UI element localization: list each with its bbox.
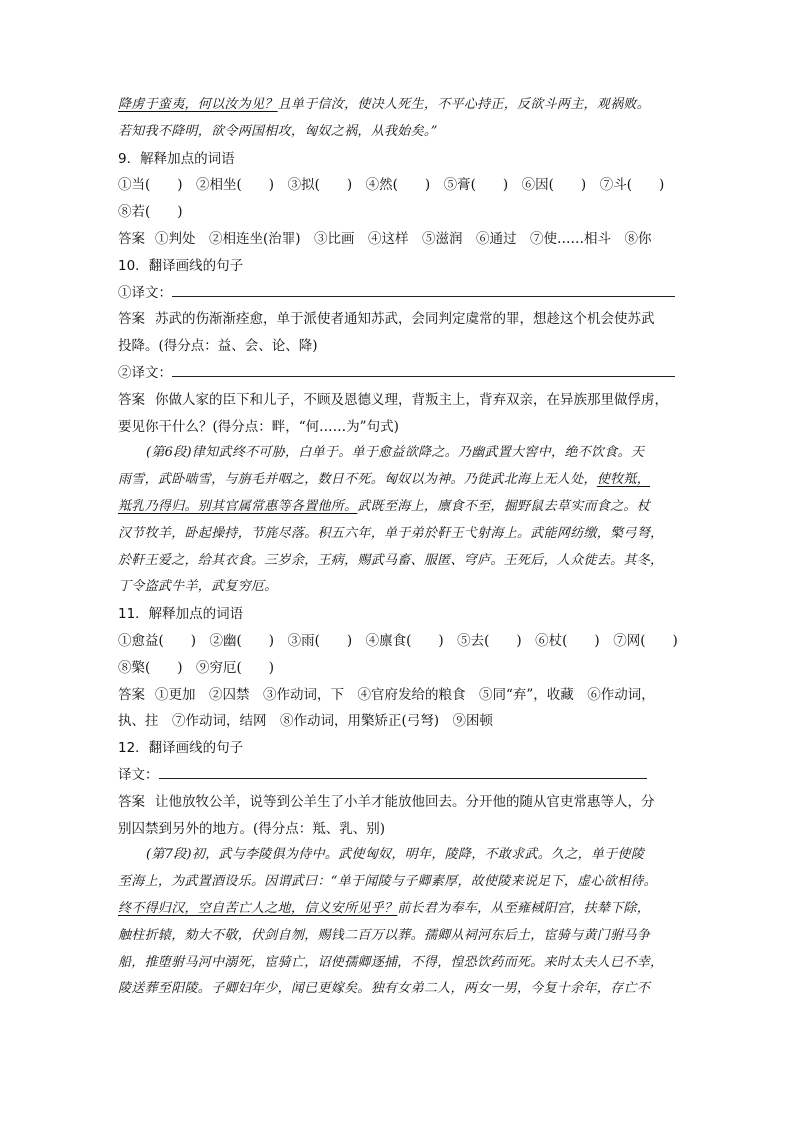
passage-6-line-2: 雨雪，武卧啮雪，与旃毛并咽之，数日不死。匈奴以为神。乃徙武北海上无人处，使牧羝，	[118, 472, 651, 488]
question-11-answer-line-2: 执、拄 ⑦作动词，结网 ⑧作动词，用檠矫正(弓弩) ⑨困顿	[118, 713, 494, 730]
question-12-answer-line-2: 别囚禁到另外的地方。(得分点：羝、乳、别)	[118, 820, 386, 837]
passage-6-line-4: 汉节牧羊，卧起操持，节旄尽落。积五六年，单于弟於靬王弋射海上。武能网纺缴，檠弓弩，	[118, 525, 664, 541]
passage-top-line-2: 若知我不降明，欲令两国相攻，匈奴之祸，从我始矣。”	[118, 123, 438, 139]
passage-7-line-4: 触柱折辕，劾大不敬，伏剑自刎，赐钱二百万以葬。孺卿从祠河东后土，宦骑与黄门驸马争	[118, 927, 651, 943]
question-9-title: 9．解释加点的词语	[118, 150, 235, 167]
question-10-title: 10．翻译画线的句子	[118, 257, 244, 274]
document-page	[118, 92, 678, 1003]
underlined-sentence: 降虏于蛮夷，何以汝为见？	[118, 97, 278, 112]
answer-label: 答案	[118, 686, 145, 703]
question-11-items-line-1: ①愈益( ) ②幽( ) ③雨( ) ④廪食( ) ⑤去( ) ⑥杖( ) ⑦网( )	[118, 632, 678, 649]
question-12-item: 译文：	[118, 762, 678, 789]
underlined-sentence: 终不得归汉，空自苦亡人之地，信义安所见乎？	[118, 900, 398, 916]
underlined-sentence: 使牧羝，	[596, 472, 651, 488]
question-11-items-line-2: ⑧檠( ) ⑨穷厄( )	[118, 659, 275, 676]
passage-6-line-3: 羝乳乃得归。别其官属常惠等各置他所。武既至海上，廪食不至，掘野鼠去草实而食之。杖	[118, 498, 651, 514]
question-9-items-line-1: ①当( ) ②相坐( ) ③拟( ) ④然( ) ⑤膏( ) ⑥因( ) ⑦斗( )	[118, 177, 665, 194]
answer-label: 答案	[118, 230, 145, 247]
passage-6-line-6: 丁令盗武牛羊，武复穷厄。	[118, 579, 278, 595]
passage-7-line-2: 至海上，为武置酒设乐。因谓武曰：“单于闻陵与子卿素厚，故使陵来说足下，虚心欲相待。	[118, 874, 657, 890]
question-9-items-line-2: ⑧若( )	[118, 204, 183, 221]
answer-label: 答案	[118, 391, 145, 408]
passage-7-line-5: 船，推堕驸马河中溺死，宦骑亡，诏使孺卿逐捕，不得，惶恐饮药而死。来时太夫人已不幸，	[118, 954, 664, 970]
translation-blank-1[interactable]	[172, 282, 675, 297]
passage-7-line-1: (第7段)初，武与李陵俱为侍中。武使匈奴，明年，陵降，不敢求武。久之，单于使陵	[146, 847, 645, 863]
question-10-item-2: ②译文：	[118, 360, 678, 387]
translation-blank-2[interactable]	[172, 362, 675, 377]
question-10-item-1: ①译文：	[118, 280, 678, 307]
question-12-answer-line-1: 答案 让他放牧公羊，说等到公羊生了小羊才能放他回去。分开他的随从官吏常惠等人，分	[118, 793, 655, 810]
translation-blank-3[interactable]	[159, 764, 647, 779]
underlined-sentence: 羝乳乃得归。别其官属常惠等各置他所。	[118, 498, 358, 514]
passage-top-line-1: 降虏于蛮夷，何以汝为见？且单于信汝，使决人死生，不平心持正，反欲斗两主，观祸败。	[118, 97, 651, 112]
passage-7-line-6: 陵送葬至阳陵。子卿妇年少，闻已更嫁矣。独有女弟二人，两女一男，今复十余年，存亡不	[118, 981, 651, 997]
question-9-answer: 答案 ①判处 ②相连坐(治罪) ③比画 ④这样 ⑤滋润 ⑥通过 ⑦使……相斗 ⑧你	[118, 230, 652, 247]
question-11-answer-line-1: 答案 ①更加 ②囚禁 ③作动词，下 ④官府发给的粮食 ⑤同“弃”，收藏 ⑥作动词，	[118, 686, 655, 703]
answer-label: 答案	[118, 793, 145, 810]
passage-6-line-1: (第6段)律知武终不可胁，白单于。单于愈益欲降之。乃幽武置大窖中，绝不饮食。天	[146, 445, 645, 461]
question-10-answer-2-line-1: 答案 你做人家的臣下和儿子，不顾及恩德义理，背叛主上，背弃双亲，在异族那里做俘虏，	[118, 391, 668, 408]
question-10-answer-1-line-1: 答案 苏武的伤渐渐痊愈，单于派使者通知苏武，会同判定虞常的罪，想趁这个机会使苏武	[118, 311, 655, 328]
question-10-answer-1-line-2: 投降。(得分点：益、会、论、降)	[118, 338, 318, 355]
question-11-title: 11．解释加点的词语	[118, 606, 244, 623]
answer-label: 答案	[118, 311, 145, 328]
passage-6-line-5: 於靬王爱之，给其衣食。三岁余，王病，赐武马畜、服匿、穹庐。王死后，人众徙去。其冬，	[118, 552, 664, 568]
question-12-title: 12．翻译画线的句子	[118, 740, 244, 757]
question-10-answer-2-line-2: 要见你干什么？(得分点：畔，“何……为”句式)	[118, 418, 399, 435]
passage-7-line-3: 终不得归汉，空自苦亡人之地，信义安所见乎？前长君为奉车，从至雍棫阳宫，扶辇下除，	[118, 900, 651, 916]
